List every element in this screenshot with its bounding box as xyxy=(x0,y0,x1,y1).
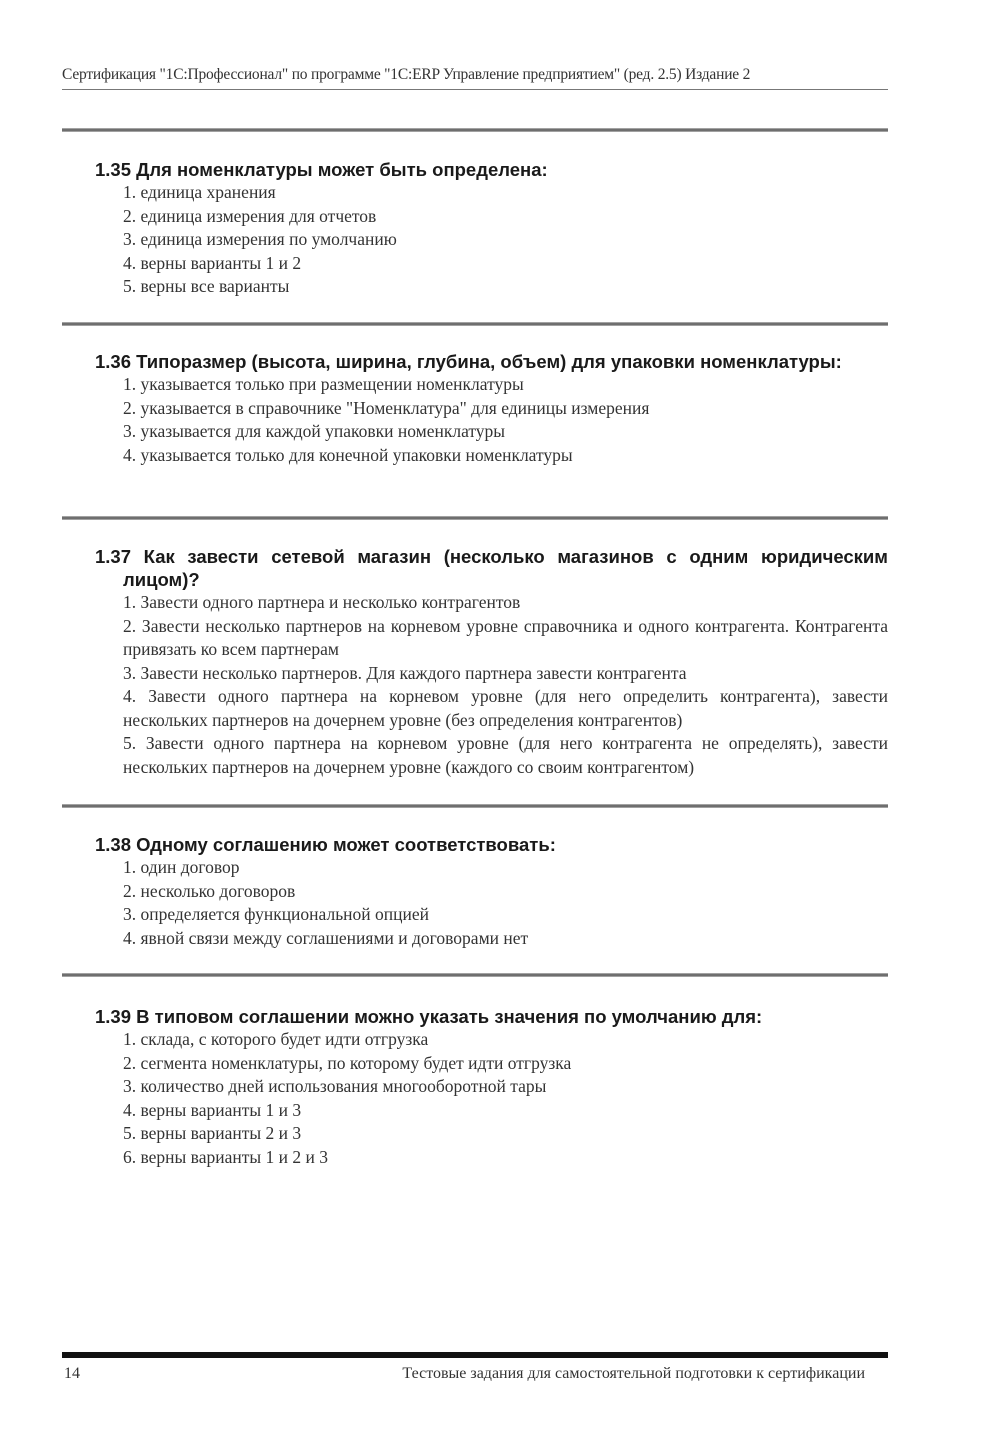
question-title: 1.39 В типовом соглашении можно указать значения по умолчанию для: xyxy=(95,1006,763,1027)
answer-option: 2. единица измерения для отчетов xyxy=(123,205,377,226)
question-1-36 xyxy=(95,350,888,467)
divider xyxy=(62,322,888,326)
answer-option: 4. явной связи между соглашениями и договорами нет xyxy=(123,927,529,948)
question-1-39 xyxy=(95,1005,888,1169)
answer-option: 4. Завести одного партнера на корневом уровне (для него определить контрагента), завести нескольких партнеров на дочернем уровне (без определения контрагентов) xyxy=(123,686,888,730)
answer-option: 3. единица измерения по умолчанию xyxy=(123,229,397,249)
answer-option: 1. указывается только при размещении номенклатуры xyxy=(123,374,524,394)
question-1-35 xyxy=(95,158,888,299)
answer-option: 2. Завести несколько партнеров на корневом уровне справочника и одного контрагента. Контрагента привязать ко всем партнерам xyxy=(123,615,888,659)
answer-option: 3. количество дней использования многооборотной тары xyxy=(123,1076,547,1096)
answer-option: 2. сегмента номенклатуры, по которому будет идти отгрузка xyxy=(123,1052,572,1073)
question-title: 1.36 Типоразмер (высота, ширина, глубина, объем) для упаковки номенклатуры: xyxy=(95,351,842,372)
question-title: 1.37 Как завести сетевой магазин (несколько магазинов с одним юридическим лицом)? xyxy=(95,546,888,590)
answer-option: 2. указывается в справочнике "Номенклатура" для единицы измерения xyxy=(123,397,650,418)
question-1-37 xyxy=(95,545,888,779)
answer-option: 2. несколько договоров xyxy=(123,880,296,901)
footer-rule xyxy=(62,1352,888,1358)
question-title: 1.35 Для номенклатуры может быть определена: xyxy=(95,159,548,180)
divider xyxy=(62,516,888,520)
divider xyxy=(62,973,888,977)
question-title: 1.38 Одному соглашению может соответствовать: xyxy=(95,834,556,855)
answer-option: 1. единица хранения xyxy=(123,182,276,202)
page-number: 14 xyxy=(64,1365,80,1382)
answer-option: 1. Завести одного партнера и несколько контрагентов xyxy=(123,592,521,612)
answer-option: 4. указывается только для конечной упаковки номенклатуры xyxy=(123,444,573,465)
running-header: Сертификация "1С:Профессионал" по программе "1С:ERP Управление предприятием" (ред. 2.5) Издание 2 xyxy=(62,66,751,83)
answer-option: 6. верны варианты 1 и 2 и 3 xyxy=(123,1146,328,1167)
answer-option: 1. один договор xyxy=(123,857,240,877)
answer-option: 5. верны все варианты xyxy=(123,276,290,296)
question-1-38 xyxy=(95,833,888,950)
answer-option: 5. верны варианты 2 и 3 xyxy=(123,1123,302,1143)
running-footer: Тестовые задания для самостоятельной подготовки к сертификации xyxy=(402,1365,865,1382)
answer-option: 3. указывается для каждой упаковки номенклатуры xyxy=(123,421,506,441)
header-rule xyxy=(62,89,888,90)
answer-option: 5. Завести одного партнера на корневом уровне (для него контрагента не определять), завести нескольких партнеров на дочернем уровне (каждого со своим контрагентом) xyxy=(123,733,888,777)
divider xyxy=(62,804,888,808)
divider xyxy=(62,128,888,132)
answer-option: 1. склада, с которого будет идти отгрузка xyxy=(123,1029,429,1049)
answer-option: 3. определяется функциональной опцией xyxy=(123,904,430,924)
answer-option: 3. Завести несколько партнеров. Для каждого партнера завести контрагента xyxy=(123,662,687,683)
answer-option: 4. верны варианты 1 и 2 xyxy=(123,252,302,273)
answer-option: 4. верны варианты 1 и 3 xyxy=(123,1099,302,1120)
